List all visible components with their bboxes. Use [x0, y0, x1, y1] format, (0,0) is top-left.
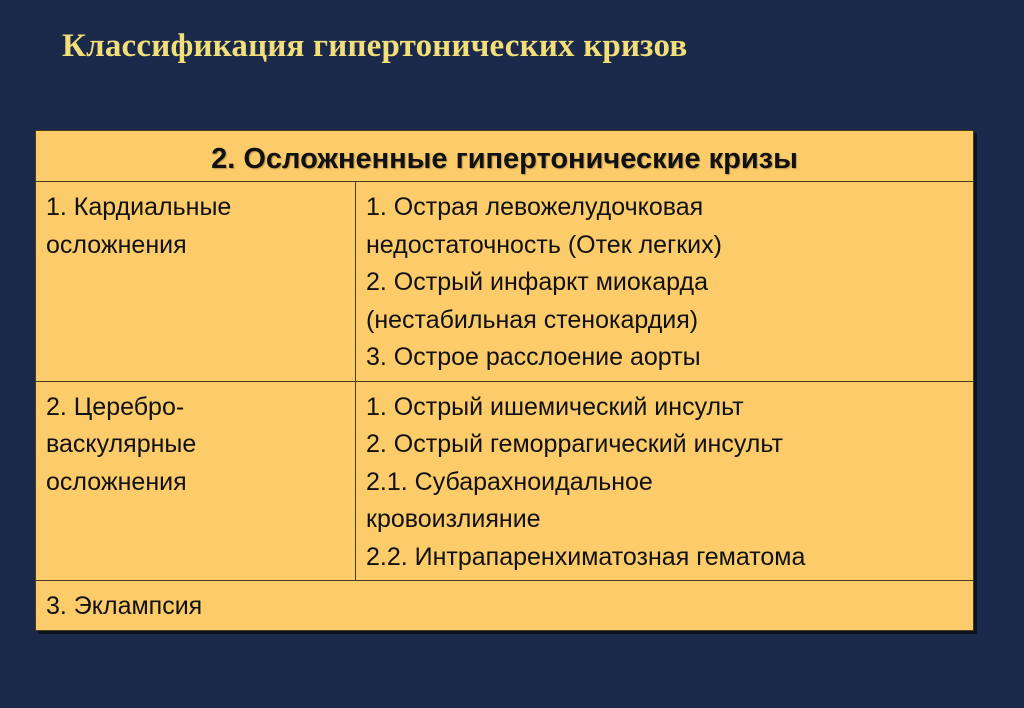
- table-row-cardiac: [36, 182, 974, 382]
- cerebro-detail-line: 2.1. Субарахноидальное: [366, 467, 653, 496]
- cerebro-label-line: осложнения: [46, 467, 187, 496]
- eclampsia-cell: 3. Эклампсия: [36, 581, 974, 631]
- cerebro-label-line: 2. Церебро-: [46, 392, 185, 421]
- cardiac-detail-line: недостаточность (Отек легких): [366, 230, 722, 259]
- cerebro-detail-line: кровоизлияние: [366, 505, 541, 533]
- table-header-row: [36, 131, 974, 182]
- table-row-eclampsia: [36, 581, 974, 631]
- cerebro-detail-line: 2. Острый геморрагический инсульт: [366, 430, 783, 458]
- table-header: 2. Осложненные гипертонические кризы: [36, 131, 974, 182]
- classification-table: [35, 130, 974, 631]
- cerebro-detail-line: 2.2. Интрапаренхиматозная гематома: [366, 542, 806, 571]
- cerebro-label-cell: [36, 381, 356, 581]
- cardiac-detail-line: (нестабильная стенокардия): [366, 305, 699, 334]
- cardiac-detail-line: 3. Острое расслоение аорты: [366, 343, 701, 371]
- cardiac-label-line: 1. Кардиальные: [46, 193, 232, 221]
- cardiac-label-line: осложнения: [46, 230, 187, 259]
- cardiac-label-cell: [36, 182, 356, 382]
- cardiac-details-cell: [356, 182, 974, 382]
- cerebro-label-line: васкулярные: [46, 430, 197, 458]
- cardiac-detail-line: 1. Острая левожелудочковая: [366, 193, 704, 221]
- slide-title: Классификация гипертонических кризов: [62, 28, 688, 64]
- cardiac-detail-line: 2. Острый инфаркт миокарда: [366, 268, 709, 296]
- table-row-cerebrovascular: [36, 381, 974, 581]
- cerebro-detail-line: 1. Острый ишемический инсульт: [366, 392, 744, 421]
- cerebro-details-cell: [356, 381, 974, 581]
